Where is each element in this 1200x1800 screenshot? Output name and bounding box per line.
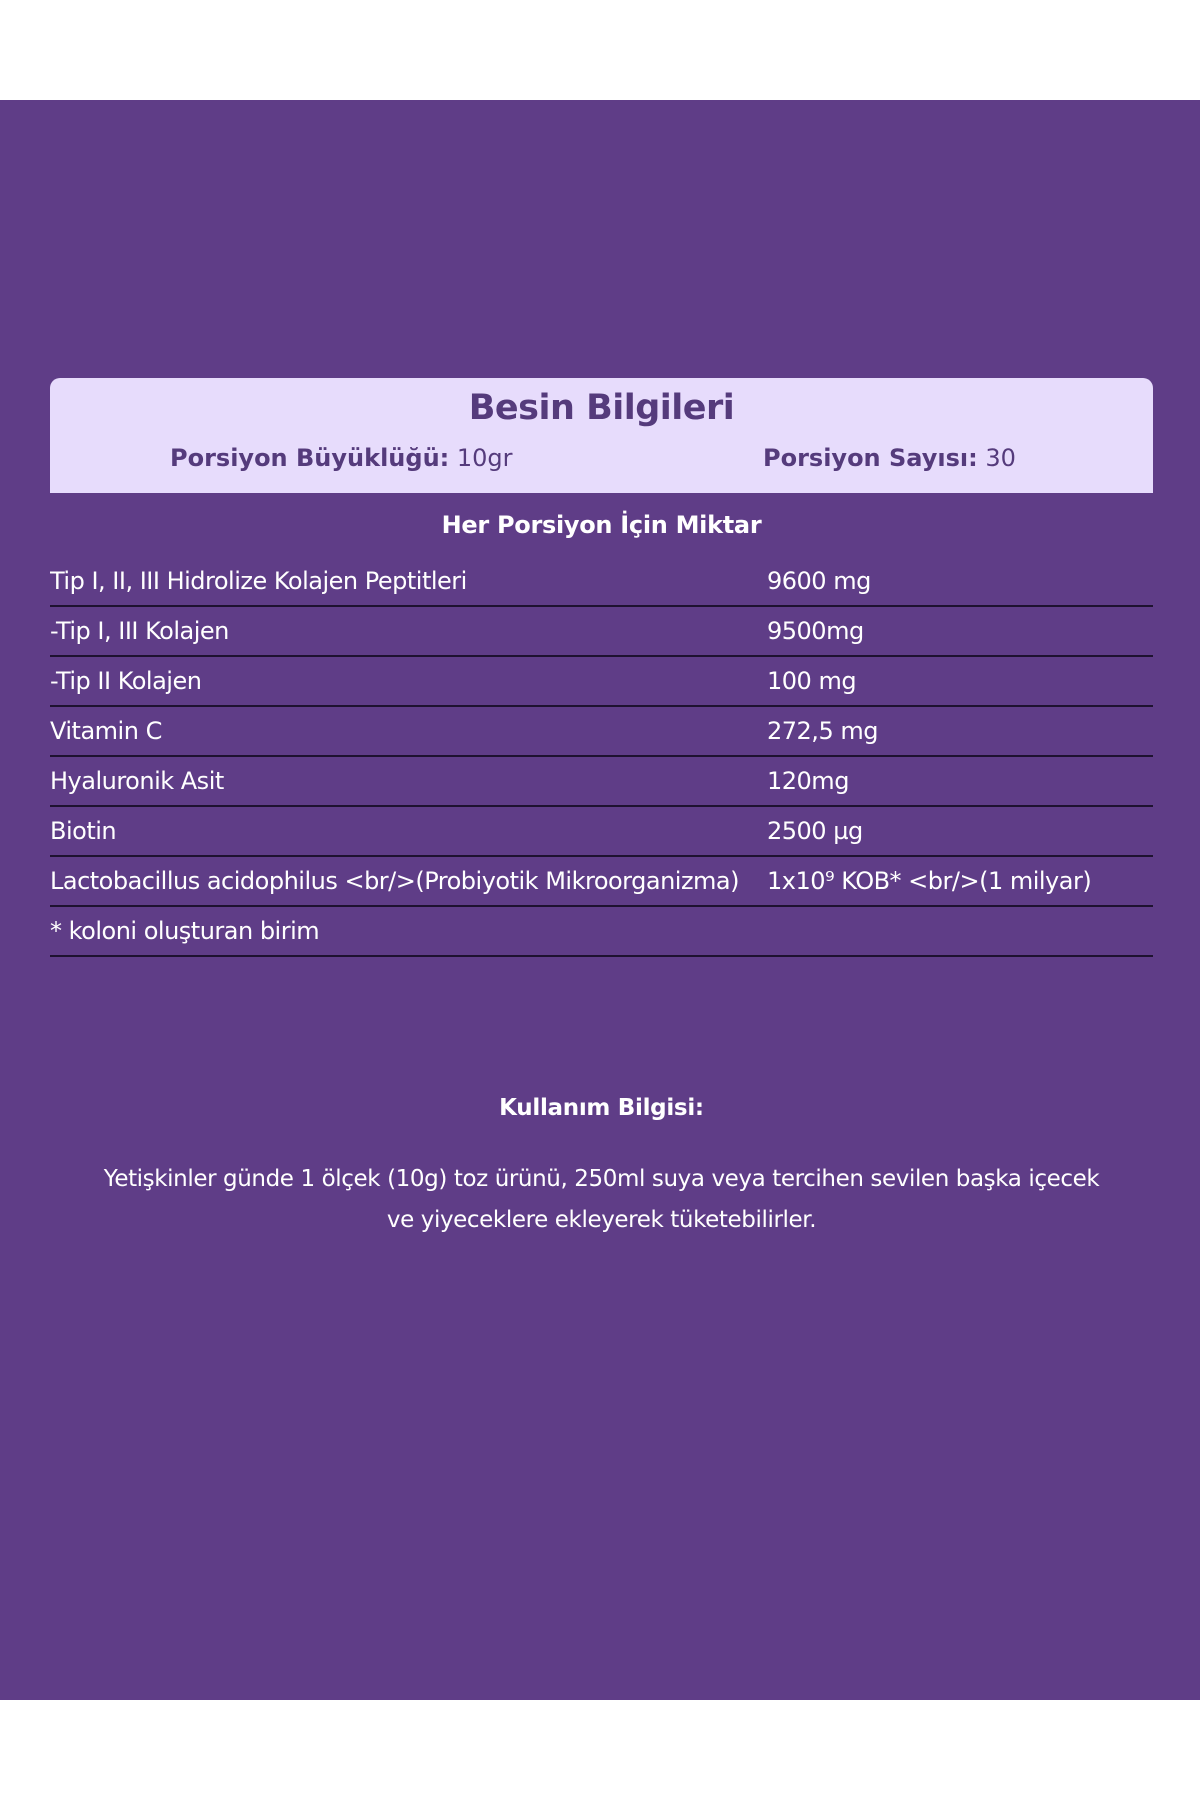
table-row — [50, 807, 1153, 857]
usage-title: Kullanım Bilgisi: — [499, 1095, 704, 1121]
serving-count — [763, 444, 1016, 472]
nutrition-title: Besin Bilgileri — [468, 388, 735, 428]
serving-count-label: Porsiyon Sayısı: — [763, 444, 978, 472]
footnote-row — [50, 907, 1153, 957]
table-row — [50, 757, 1153, 807]
usage-text: Yetişkinler günde 1 ölçek (10g) toz ürünü, 250ml suya veya tercihen sevilen başka içecek ve yiyeceklere ekleyerek tüketebilirler. — [103, 1166, 1100, 1233]
nutrient-amount: 9500mg — [767, 617, 864, 645]
nutrition-facts-table — [50, 378, 1153, 957]
nutrient-amount: 120mg — [767, 767, 849, 795]
table-row — [50, 557, 1153, 607]
amount-per-serving-heading: Her Porsiyon İçin Miktar — [441, 511, 762, 539]
nutrient-name: -Tip I, III Kolajen — [50, 617, 229, 645]
nutrient-name: Vitamin C — [50, 717, 162, 745]
serving-size-label: Porsiyon Büyüklüğü: — [170, 444, 450, 472]
serving-count-value: 30 — [985, 444, 1016, 472]
nutrient-name: Biotin — [50, 817, 117, 845]
nutrient-amount: 9600 mg — [767, 567, 871, 595]
nutrient-amount: 1x10⁹ KOB* <br/>(1 milyar) — [767, 867, 1092, 895]
table-row — [50, 857, 1153, 907]
table-row — [50, 707, 1153, 757]
nutrient-amount: 272,5 mg — [767, 717, 878, 745]
nutrient-name: -Tip II Kolajen — [50, 667, 202, 695]
usage-info — [50, 1095, 1153, 1241]
nutrient-amount: 100 mg — [767, 667, 857, 695]
serving-size-value: 10gr — [456, 444, 513, 472]
nutrient-list — [50, 557, 1153, 957]
nutrition-header — [50, 378, 1153, 493]
table-row — [50, 607, 1153, 657]
nutrient-name: Hyaluronik Asit — [50, 767, 224, 795]
footnote: * koloni oluşturan birim — [50, 917, 320, 945]
serving-size — [170, 444, 513, 472]
nutrient-name: Tip I, II, III Hidrolize Kolajen Peptitleri — [50, 567, 467, 595]
nutrient-amount: 2500 µg — [767, 817, 863, 845]
table-row — [50, 657, 1153, 707]
nutrient-name: Lactobacillus acidophilus <br/>(Probiyotik Mikroorganizma) — [50, 867, 739, 895]
